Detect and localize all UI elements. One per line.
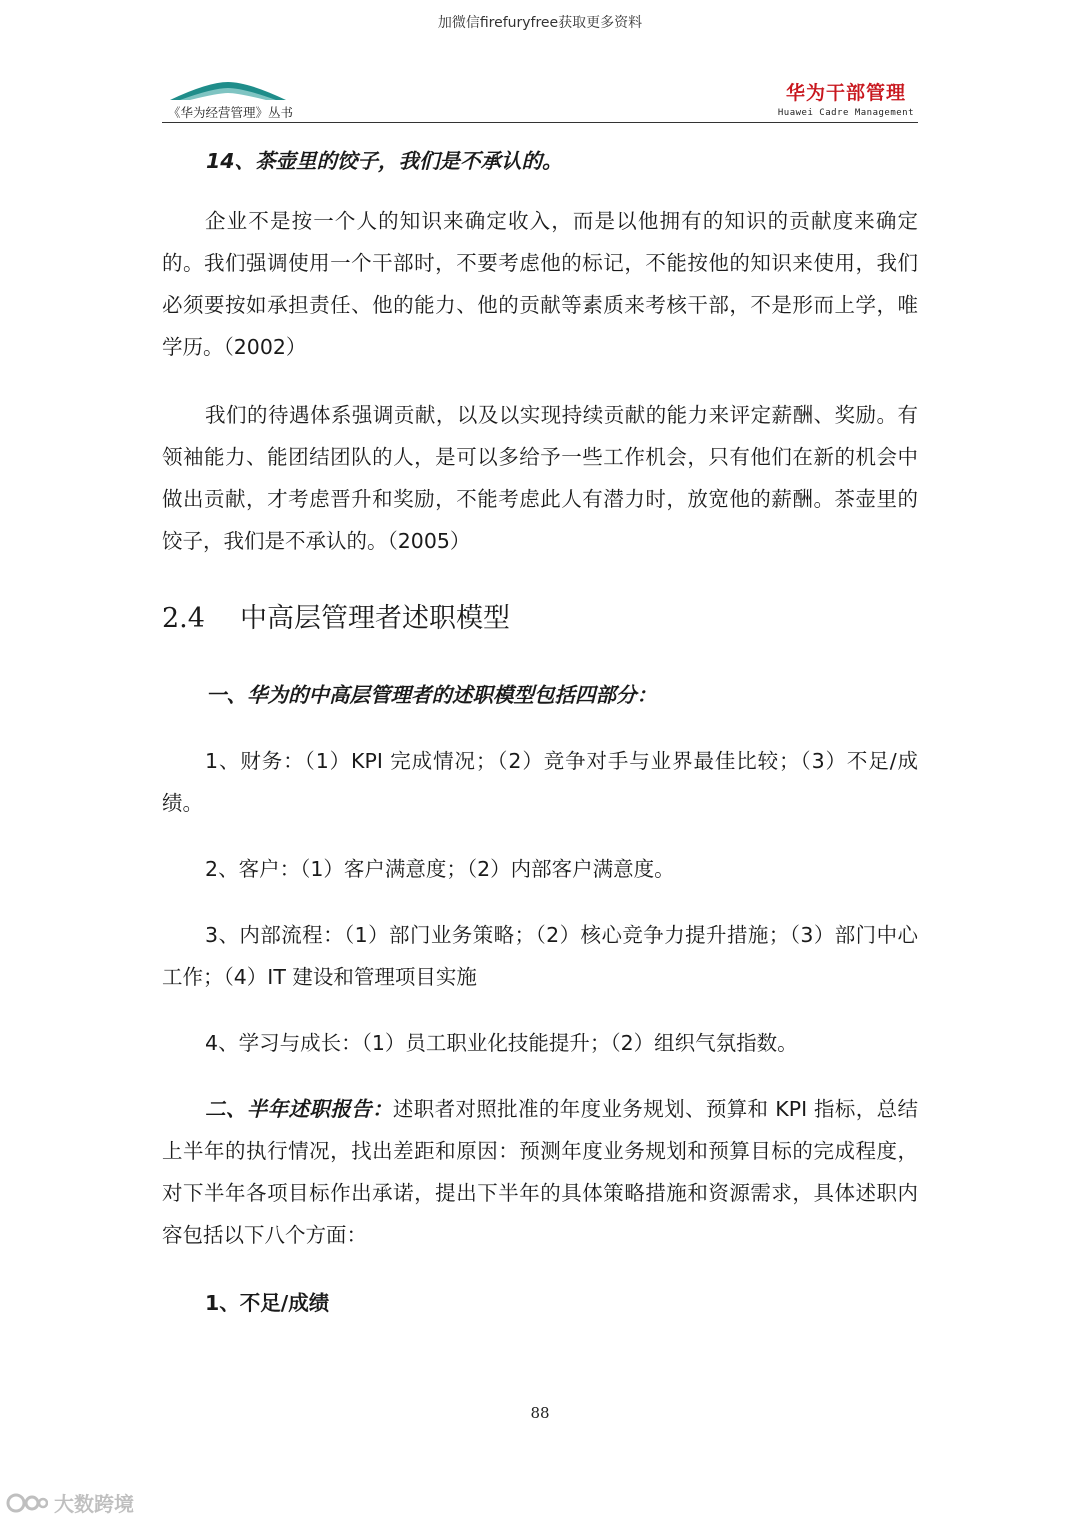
- list-item-finance: 1、财务：（1）KPI 完成情况；（2）竞争对手与业界最佳比较；（3）不足/成绩。: [162, 749, 918, 815]
- watermark-logo-icon: [6, 1489, 48, 1517]
- list-item-process: 3、内部流程：（1）部门业务策略；（2）核心竞争力提升措施；（3）部门中心工作；（4）IT 建设和管理项目实施: [162, 923, 918, 989]
- page-content: [162, 140, 918, 1324]
- section-title: 中高层管理者述职模型: [240, 603, 510, 634]
- brand-subtitle: Huawei Cadre Management: [777, 108, 914, 118]
- section-heading: [162, 598, 918, 640]
- half-year-label: 二、半年述职报告：: [205, 1097, 393, 1121]
- heading-14: 14、茶壶里的饺子，我们是不承认的。: [206, 149, 563, 173]
- paragraph-half-year: [162, 1088, 918, 1256]
- half-year-text: 述职者对照批准的年度业务规划、预算和 KPI 指标，总结上半年的执行情况，找出差距和原因：预测年度业务规划和预算目标的完成程度，对下半年各项目标作出承诺，提出下半年的具体策略措施和资源需求，具体述职内容包括以下八个方面：: [162, 1097, 918, 1247]
- list-item-shortfall: 1、不足/成绩: [205, 1291, 330, 1315]
- series-title: 《华为经营管理》丛书: [168, 105, 294, 120]
- paragraph-2: 我们的待遇体系强调贡献，以及以实现持续贡献的能力来评定薪酬、奖励。有领袖能力、能团结团队的人，是可以多给予一些工作机会，只有他们在新的机会中做出贡献，才考虑晋升和奖励，不能考虑此人有潜力时，放宽他的薪酬。茶壶里的饺子，我们是不承认的。（2005）: [162, 403, 918, 553]
- brand-title: 华为干部管理: [785, 82, 906, 104]
- header-rule: [162, 122, 918, 123]
- paragraph-1: 企业不是按一个人的知识来确定收入，而是以他拥有的知识的贡献度来确定的。我们强调使用一个干部时，不要考虑他的标记，不能按他的知识来使用，我们必须要按如承担责任、他的能力、他的贡献等素质来考核干部，不是形而上学，唯学历。（2002）: [162, 209, 918, 359]
- mountain-logo-icon: [168, 80, 288, 102]
- section-number: 2.4: [162, 603, 205, 634]
- watermark: [6, 1488, 134, 1517]
- list-item-customer: 2、客户：（1）客户满意度；（2）内部客户满意度。: [205, 857, 675, 881]
- subheading-1: 一、华为的中高层管理者的述职模型包括四部分：: [206, 683, 657, 707]
- list-item-learning: 4、学习与成长：（1）员工职业化技能提升；（2）组织气氛指数。: [205, 1031, 798, 1055]
- watermark-text: 大数跨境: [54, 1492, 134, 1516]
- top-note: 加微信firefuryfree获取更多资料: [437, 15, 643, 31]
- page-number: 88: [530, 1404, 550, 1422]
